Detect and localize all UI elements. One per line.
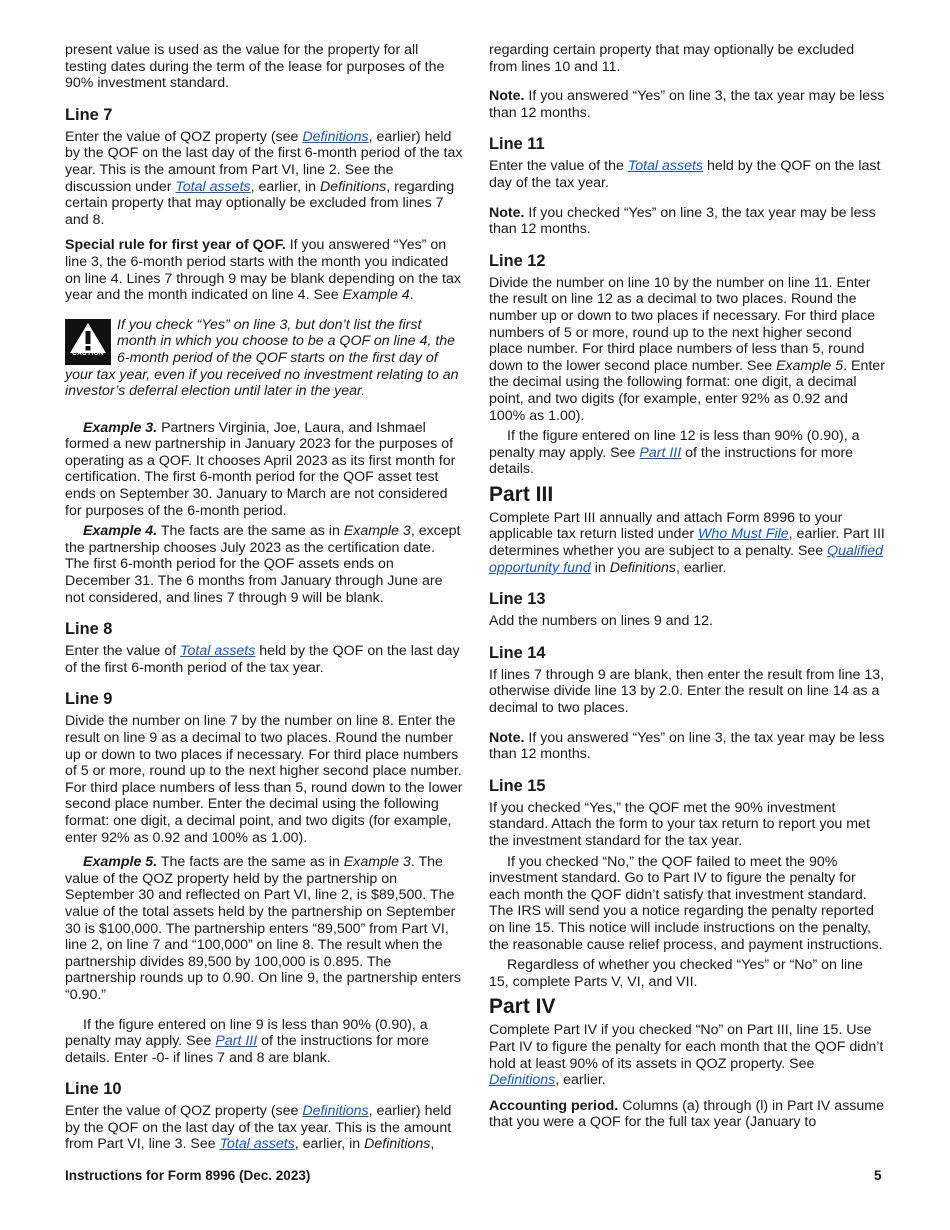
caution-box	[65, 317, 463, 400]
paragraph-special-rule	[65, 237, 463, 303]
italic-text: Definitions	[364, 1136, 431, 1153]
text: If you answered “Yes” on line 3, the tax year may be less than 12 months.	[489, 88, 885, 121]
paragraph: present value is used as the value for the property for all testing dates during the term of the lease for purposes of the 90% investment standard.	[65, 42, 445, 92]
paragraph-line-8	[65, 643, 463, 676]
caution-label: CAUTION	[72, 350, 104, 358]
paragraph-accounting-period	[489, 1098, 885, 1131]
link-definitions[interactable]: Definitions	[302, 128, 369, 145]
text: , earlier.	[675, 559, 727, 576]
caution-icon	[65, 319, 111, 365]
heading-part-iv: Part IV	[489, 995, 556, 1019]
link-definitions[interactable]: Definitions	[302, 1103, 369, 1120]
italic-text: Example 5	[776, 357, 844, 374]
paragraph-example-3	[65, 420, 463, 520]
heading-line-14: Line 14	[489, 643, 546, 662]
text: The facts are the same as in	[157, 523, 344, 540]
link-total-assets[interactable]: Total assets	[175, 178, 251, 195]
paragraph-line-13: Add the numbers on lines 9 and 12.	[489, 613, 714, 630]
link-qualified-opportunity-fund[interactable]: Qualified opportunity fund	[489, 543, 884, 576]
link-who-must-file[interactable]: Who Must File	[698, 526, 789, 543]
heading-part-iii: Part III	[489, 482, 554, 506]
right-column	[489, 42, 885, 1144]
heading-line-15: Line 15	[489, 776, 546, 795]
text: held by the QOF on the last day of the tax year.	[489, 158, 881, 191]
text: of the instructions for more details. Enter -0- if lines 7 and 8 are blank.	[65, 1033, 430, 1066]
heading-line-8: Line 8	[65, 620, 113, 639]
link-part-iii[interactable]: Part III	[639, 444, 682, 461]
paragraph-penalty-line-12	[489, 428, 885, 478]
text: , except the partnership chooses July 2023 as the certification date. The first 6-month period for the QOF assets ends on December 31. The 6 months from January through June are not considered, and lines 7 through 9 will be blank.	[65, 523, 461, 606]
text: If you answered “Yes” on line 3, the tax year may be less than 12 months.	[489, 729, 885, 763]
heading-line-7: Line 7	[65, 105, 113, 124]
lead-example-4: Example 4.	[83, 523, 158, 540]
text: If you checked “Yes” on line 3, the tax year may be less than 12 months.	[489, 204, 876, 238]
link-part-iii[interactable]: Part III	[215, 1033, 258, 1050]
lead-accounting-period: Accounting period.	[489, 1097, 619, 1114]
lead-note: Note.	[489, 204, 525, 221]
lead-example-5: Example 5.	[83, 854, 158, 871]
text: , earlier, in	[294, 1136, 365, 1153]
text: , regarding certain property that may optionally be excluded from lines 7 and 8.	[65, 178, 455, 228]
text: Enter the value of the	[489, 158, 628, 175]
paragraph-line-14: If lines 7 through 9 are blank, then enter the result from line 13, otherwise divide line 13 by 2.0. Enter the result on line 14 as a decimal to two places.	[489, 666, 885, 717]
text: , earlier, in	[250, 178, 321, 195]
text: . The value of the QOZ property held by the partnership on September 30 and reflected on Part VI, line 2, is $89,500. The value of the total assets held by the partnership on September 30 is $100,000. The partnership enters “89,500” from Part VI, line 2, on line 7 and “100,000” on line 8. The result when the partnership divides 89,500 by 100,000 is 0.895. The partnership rounds up to 0.90. On line 9, the partnership enters “0.90.”	[65, 854, 461, 1003]
paragraph-line-7	[65, 129, 463, 229]
text: of the instructions for more details.	[489, 444, 854, 478]
italic-text: Definitions	[320, 178, 387, 195]
text: Divide the number on line 10 by the number on line 11. Enter the result on line 12 as a decimal to two places. Round the number up or down to two places if necessary. For third place numbers of 5 or more, round up to the next higher second place number. For third place numbers of less than 5, round down to the lower second place number. See	[489, 274, 876, 374]
text: Enter the value of QOZ property (see	[65, 1103, 303, 1120]
link-total-assets[interactable]: Total assets	[219, 1136, 295, 1153]
caution-text: If you check “Yes” on line 3, but don’t list the first month in which you choose to be a QOF on line 4, the 6-month period of the QOF starts on the first day of your tax year, even if you received no investment relating to an investor’s deferral election until later in the year.	[65, 316, 459, 400]
text: Partners Virginia, Joe, Laura, and Ishmael formed a new partnership in January 2023 for the purposes of operating as a QOF. It chooses April 2023 as its first month for certification. The first 6-month period for the QOF asset test ends on September 30. January to March are not considered for purposes of the 6-month period.	[65, 419, 456, 519]
text: held by the QOF on the last day of the first 6-month period of the tax year.	[65, 643, 460, 676]
text: . Enter the decimal using the following format: one digit, a decimal point, and two digits (for example, enter 92% as 0.92 and 100% as 1.00).	[489, 357, 885, 424]
note-3	[489, 730, 885, 763]
italic-text: Example 3	[343, 523, 411, 540]
text: , earlier. Part III determines whether you are subject to a penalty. See	[489, 526, 885, 560]
text: Enter the value of QOZ property (see	[65, 128, 303, 145]
text: The facts are the same as in	[157, 854, 344, 871]
text: in	[590, 559, 610, 576]
lead-note: Note.	[489, 729, 525, 746]
heading-line-13: Line 13	[489, 590, 546, 609]
lead-special-rule: Special rule for first year of QOF.	[65, 237, 286, 254]
paragraph-line-15-regardless: Regardless of whether you checked “Yes” or “No” on line 15, complete Parts V, VI, and VII.	[489, 957, 863, 990]
note-2	[489, 205, 885, 238]
paragraph-example-5	[65, 854, 463, 1003]
paragraph-part-iii	[489, 510, 885, 576]
italic-text: Definitions	[609, 559, 676, 576]
paragraph-example-4	[65, 523, 463, 606]
text: , earlier) held by the QOF on the last day of the first 6-month period of the tax year. This is the amount from Part VI, line 2. See the discussion under	[65, 128, 463, 195]
text: Complete Part III annually and attach Form 8996 to your applicable tax return listed under	[489, 509, 843, 543]
text: Enter the value of	[65, 643, 181, 660]
heading-line-11: Line 11	[489, 135, 545, 154]
text: Complete Part IV if you checked “No” on Part III, line 15. Use Part IV to figure the penalty for each month that the QOF didn’t hold at least 90% of its assets in QOZ property. See	[489, 1022, 884, 1072]
text: ,	[430, 1136, 435, 1153]
left-column	[65, 42, 463, 1166]
paragraph-line-12	[489, 275, 885, 424]
page-number: 5	[874, 1168, 882, 1183]
link-definitions[interactable]: Definitions	[489, 1072, 556, 1089]
heading-line-10: Line 10	[65, 1080, 122, 1099]
italic-text: Example 4	[342, 287, 410, 304]
text: If the figure entered on line 9 is less than 90% (0.90), a penalty may apply. See	[65, 1016, 428, 1050]
text: If you answered “Yes” on line 3, the 6-month period starts with the month you indicated on line 4. Lines 7 through 9 may be blank depending on the tax year and the month indicated on line 4. See	[65, 237, 461, 304]
paragraph-line-15-no: If you checked “No,” the QOF failed to meet the 90% investment standard. Go to Part IV to figure the penalty for each month the QOF didn’t satisfy that investment standard. The IRS will send you a notice regarding the penalty reported on line 15. This notice will include instructions on the penalty, the reasonable cause relief process, and payment instructions.	[489, 853, 883, 953]
lead-note: Note.	[489, 88, 525, 105]
footer-title: Instructions for Form 8996 (Dec. 2023)	[65, 1168, 311, 1183]
text: If the figure entered on line 12 is less than 90% (0.90), a penalty may apply. See	[489, 428, 860, 461]
link-total-assets[interactable]: Total assets	[627, 158, 704, 175]
heading-line-9: Line 9	[65, 690, 113, 709]
paragraph-line-10	[65, 1103, 463, 1153]
note-1	[489, 88, 885, 121]
paragraph-part-iv	[489, 1022, 885, 1088]
text: Columns (a) through (l) in Part IV assume that you were a QOF for the full tax year (January to	[489, 1097, 884, 1131]
paragraph-line-11	[489, 158, 885, 191]
link-total-assets[interactable]: Total assets	[180, 643, 256, 660]
text: .	[409, 287, 414, 304]
lead-example-3: Example 3.	[83, 419, 158, 436]
text: , earlier) held by the QOF on the last day of the tax year. This is the amount from Part VI, line 3. See	[65, 1103, 452, 1153]
italic-text: Example 3	[343, 854, 411, 871]
paragraph-line-9: Divide the number on line 7 by the number on line 8. Enter the result on line 9 as a decimal to two places. Round the number up or down to two places if necessary. For third place numbers of 5 or more, round up to the next higher second place number. For third place numbers of less than 5, round down to the lower second place number. Enter the decimal using the following format: one digit, a decimal point, and two digits (for example, enter 92% as 0.92 and 100% as 1.00).	[65, 713, 463, 846]
paragraph-line-15: If you checked “Yes,” the QOF met the 90% investment standard. Attach the form to your tax return to report you met the investment standard for the tax year.	[489, 799, 870, 849]
heading-line-12: Line 12	[489, 251, 546, 270]
paragraph: regarding certain property that may optionally be excluded from lines 10 and 11.	[489, 42, 855, 75]
text: , earlier.	[555, 1072, 606, 1089]
paragraph-penalty-line-9	[65, 1017, 463, 1067]
